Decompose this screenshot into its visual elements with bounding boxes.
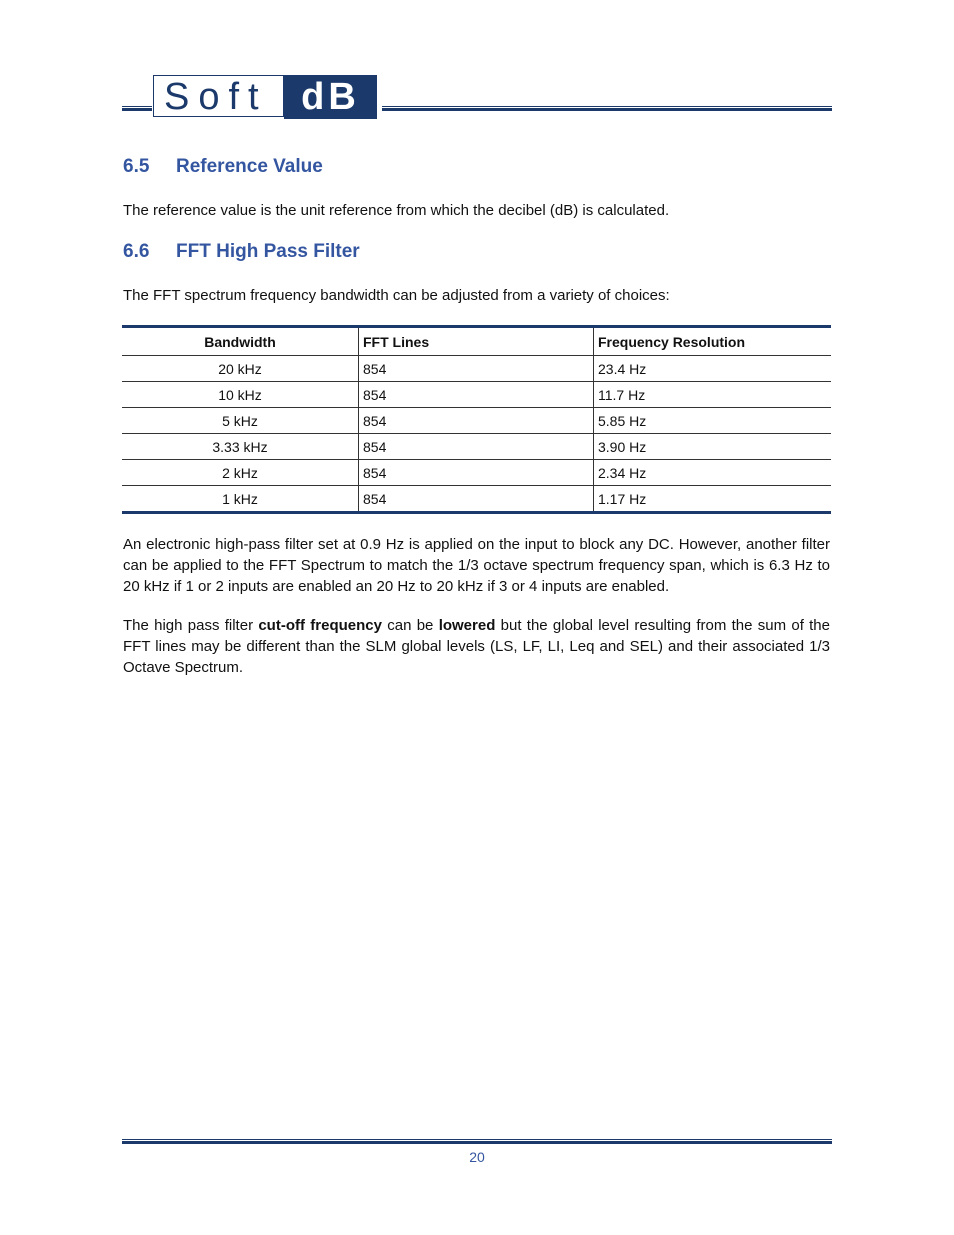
cell-frequency-resolution: 3.90 Hz [594, 434, 832, 460]
cell-bandwidth: 1 kHz [122, 486, 359, 513]
logo-soft-text: Soft [153, 75, 284, 117]
cutoff-frequency-paragraph [123, 615, 830, 678]
text-run: but the global level resulting from the sum of the FFT lines may be different than the SLM global levels (LS, LF, LI, Leq and SEL) and their associated 1/3 Octave Spectrum. [123, 617, 830, 676]
cell-frequency-resolution: 1.17 Hz [598, 490, 647, 507]
cell-bandwidth: 10 kHz [122, 382, 359, 408]
logo-db-text: dB [284, 75, 377, 119]
high-pass-filter-paragraph: An electronic high-pass filter set at 0.9 Hz is applied on the input to block any DC. However, another filter can be applied to the FFT Spectrum to match the 1/3 octave spectrum frequency span, which is 6.3 Hz to 20 kHz if 1 or 2 inputs are enabled an 20 Hz to 20 kHz if 3 or 4 inputs are enabled. [123, 536, 830, 595]
cell-fft-lines: 854 [359, 434, 594, 460]
bold-cutoff-frequency: cut-off frequency [258, 617, 382, 634]
section-title: Reference Value [176, 156, 323, 177]
softdb-logo [153, 75, 377, 119]
cell-fft-lines: 854 [359, 408, 594, 434]
section-title: FFT High Pass Filter [176, 241, 360, 262]
table-row [122, 382, 831, 408]
cell-bandwidth: 3.33 kHz [122, 434, 359, 460]
column-header-fft-lines: FFT Lines [359, 327, 594, 356]
cell-fft-lines: 854 [359, 460, 594, 486]
text-run: The high pass filter [123, 617, 259, 634]
bold-lowered: lowered [438, 617, 496, 634]
table-row [122, 460, 831, 486]
cell-frequency-resolution: 2.34 Hz [594, 460, 832, 486]
table-row [122, 486, 831, 513]
page-number: 20 [469, 1149, 485, 1165]
cell-bandwidth: 5 kHz [122, 408, 359, 434]
section-number: 6.5 [123, 156, 150, 177]
reference-value-paragraph: The reference value is the unit reference from which the decibel (dB) is calculated. [123, 202, 670, 219]
table-row [122, 434, 831, 460]
cell-fft-lines: 854 [359, 486, 594, 513]
cell-fft-lines: 854 [359, 356, 594, 382]
section-heading-reference-value [123, 156, 323, 178]
column-header-frequency-resolution: Frequency Resolution [594, 327, 832, 356]
fft-intro-paragraph: The FFT spectrum frequency bandwidth can be adjusted from a variety of choices: [123, 287, 670, 304]
cell-frequency-resolution: 23.4 Hz [594, 356, 832, 382]
bandwidth-table [122, 325, 831, 514]
table-row [122, 408, 831, 434]
section-heading-fft-high-pass [123, 241, 360, 263]
cell-frequency-resolution: 11.7 Hz [594, 382, 832, 408]
cell-bandwidth: 20 kHz [122, 356, 359, 382]
header-rule-right [382, 106, 832, 111]
footer-rule [122, 1139, 832, 1144]
section-number: 6.6 [123, 241, 150, 262]
table-header-row [122, 327, 831, 356]
cell-bandwidth: 2 kHz [122, 460, 359, 486]
table-row [122, 356, 831, 382]
text-run: can be [381, 617, 439, 634]
cell-frequency-resolution: 5.85 Hz [594, 408, 832, 434]
column-header-bandwidth: Bandwidth [122, 327, 359, 356]
header-rule-left [122, 106, 152, 111]
cell-fft-lines: 854 [359, 382, 594, 408]
